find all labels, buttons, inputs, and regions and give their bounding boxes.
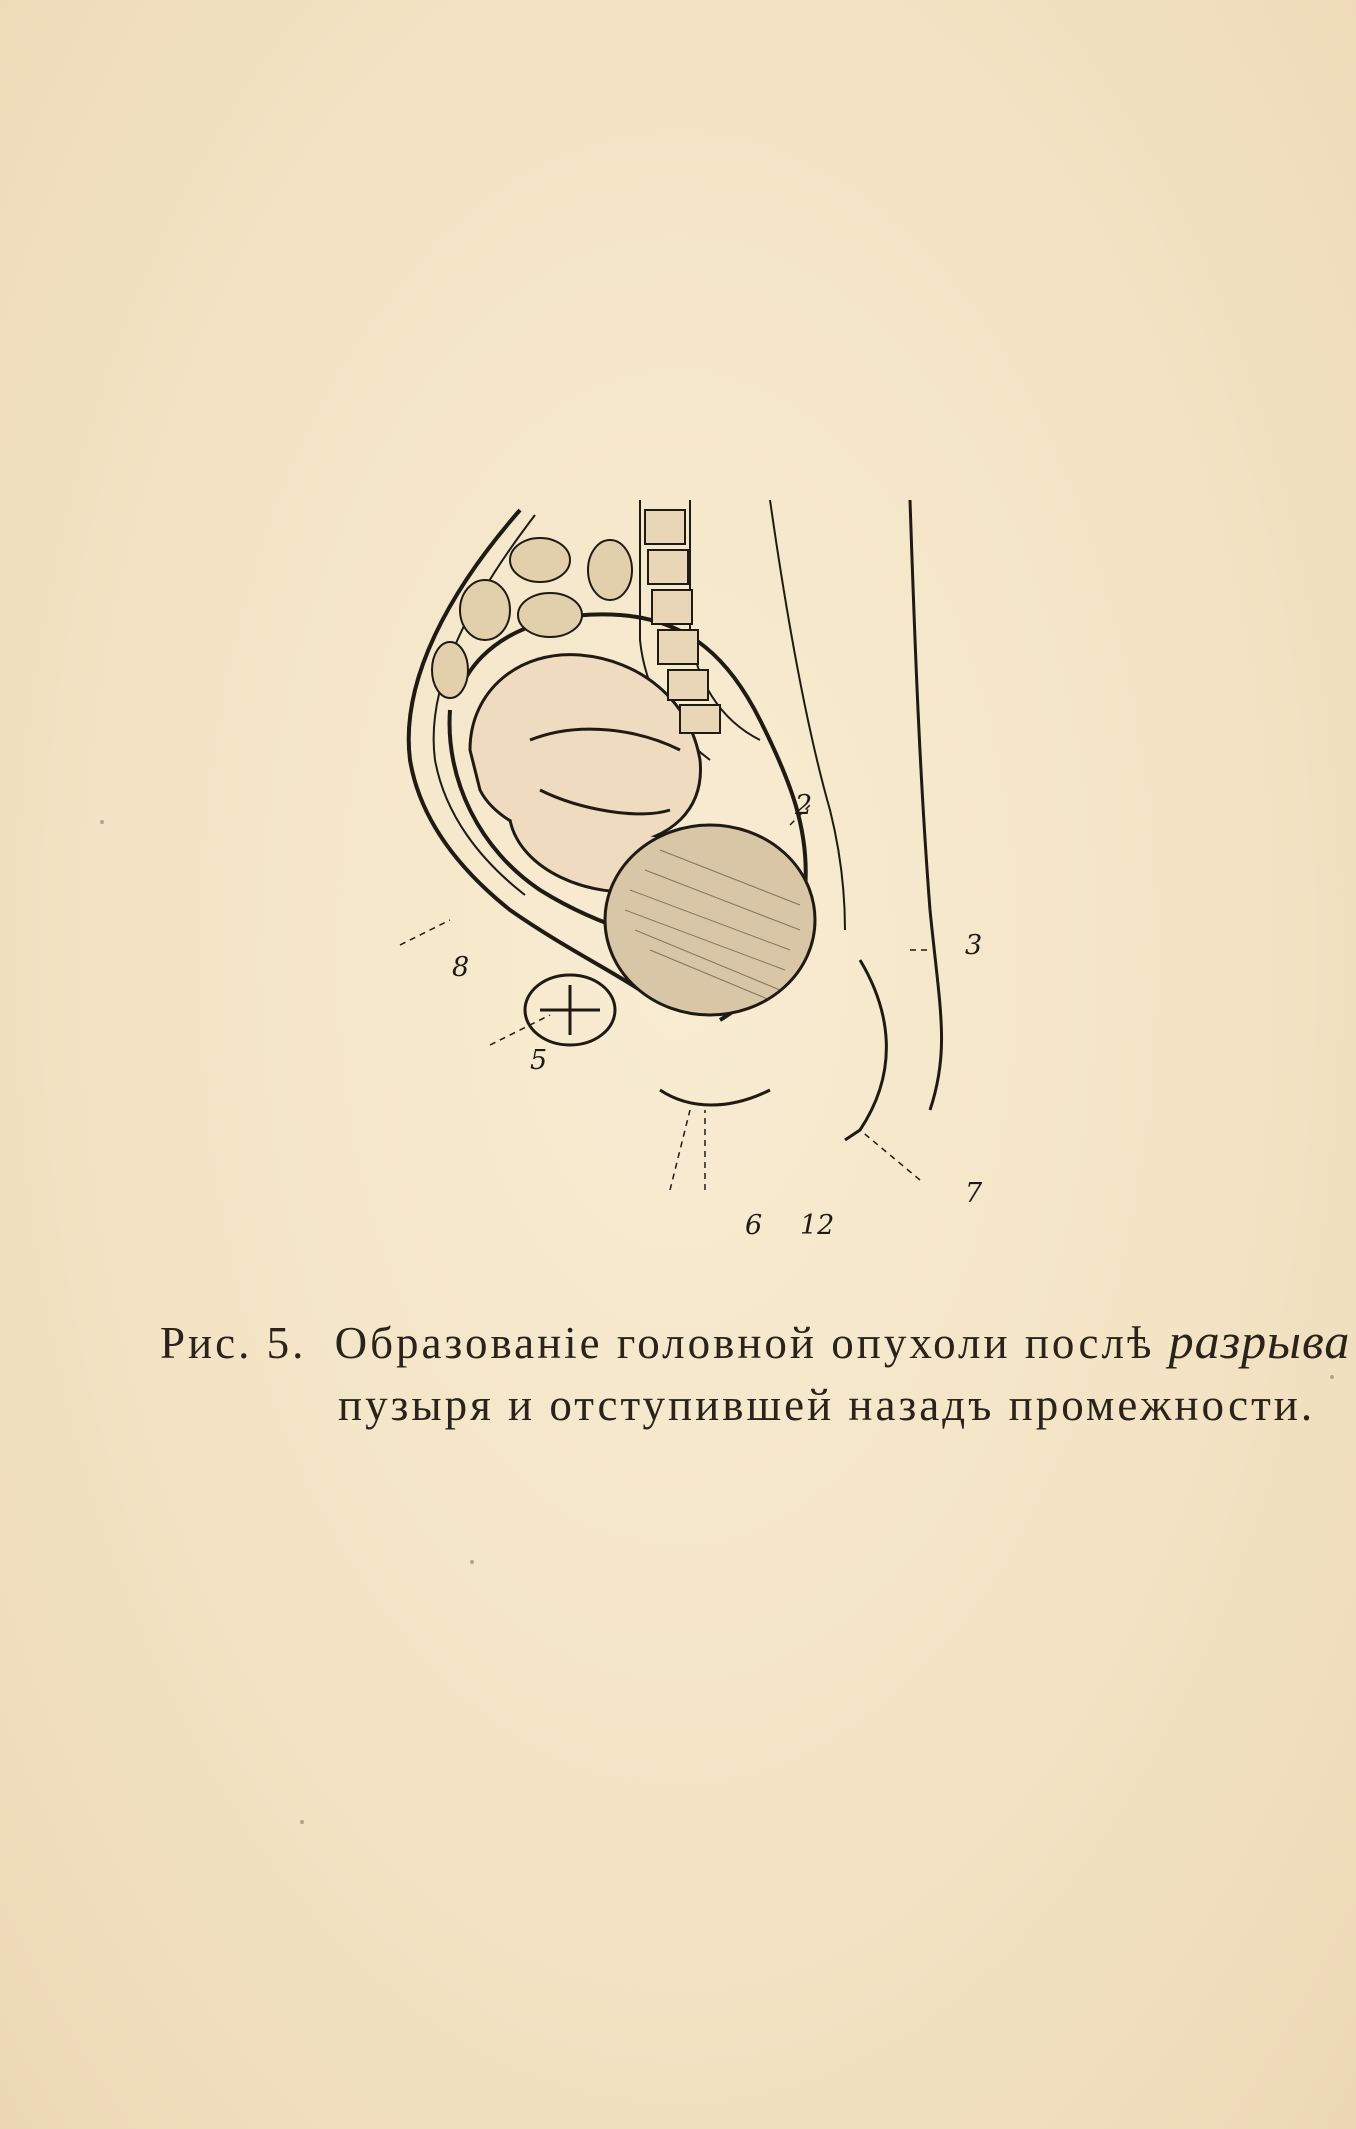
figure-label-3: 3 <box>965 930 983 961</box>
caption-italic-word: разрыва <box>1168 1313 1351 1369</box>
figure-caption <box>160 1310 1351 1436</box>
paper-speck <box>470 1560 474 1564</box>
paper-speck <box>300 1820 304 1824</box>
caption-line-2: пузыря и отступившей назадъ промежности. <box>338 1380 1316 1430</box>
figure-label-8: 8 <box>452 952 470 983</box>
figure-number: Рис. 5. <box>160 1318 307 1368</box>
paper-speck <box>100 820 104 824</box>
figure-label-5: 5 <box>530 1045 548 1076</box>
caption-line-1-text: Образованіе головной опухоли послѣ <box>334 1318 1155 1368</box>
figure-label-6: 6 <box>745 1210 763 1241</box>
caption-line-1 <box>160 1310 1351 1374</box>
anatomical-illustration <box>390 490 1030 1270</box>
figure-label-2: 2 <box>795 790 813 821</box>
figure-label-12: 12 <box>800 1210 835 1241</box>
paper-speck <box>1330 1375 1334 1379</box>
sagittal-section-drawing <box>390 490 1030 1270</box>
figure-label-7: 7 <box>965 1178 983 1209</box>
